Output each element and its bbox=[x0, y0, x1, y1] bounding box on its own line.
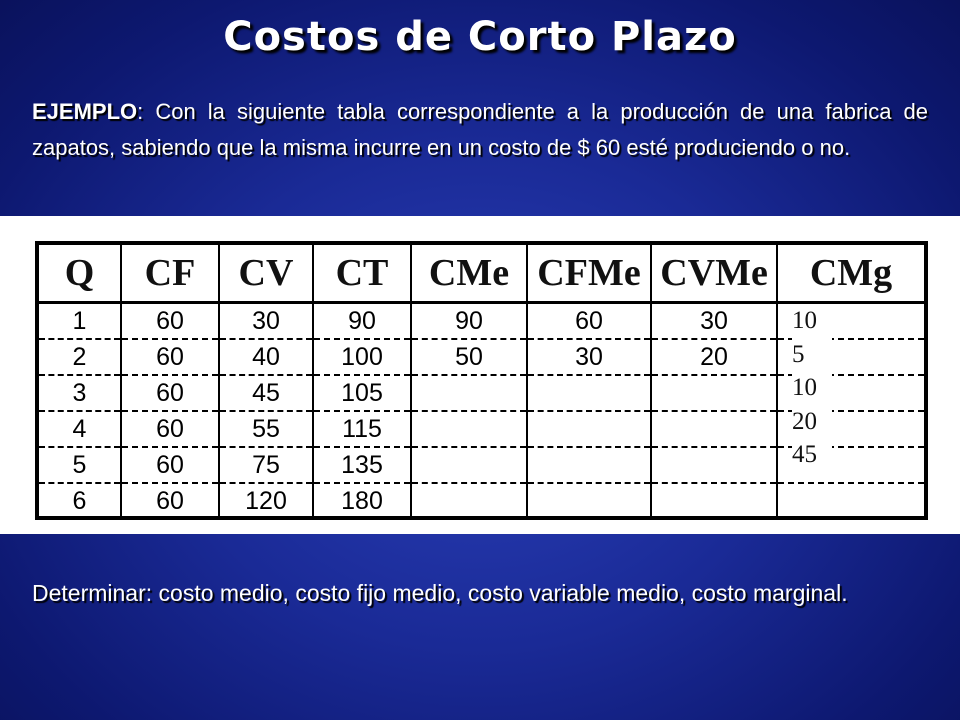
cell-cv: 30 bbox=[219, 303, 313, 340]
cmg-value: 10 bbox=[792, 374, 817, 401]
cell-cvme: 30 bbox=[651, 303, 777, 340]
cell-cf: 60 bbox=[121, 339, 219, 375]
cell-cf: 60 bbox=[121, 375, 219, 411]
cmg-values-column bbox=[792, 304, 832, 472]
header-cvme: CVMe bbox=[651, 245, 777, 303]
cell-cme bbox=[411, 375, 527, 411]
cost-table-panel bbox=[0, 216, 960, 534]
cell-q: 2 bbox=[39, 339, 121, 375]
cell-cme: 50 bbox=[411, 339, 527, 375]
cell-cfme bbox=[527, 483, 651, 518]
cell-cfme bbox=[527, 411, 651, 447]
cell-cvme: 20 bbox=[651, 339, 777, 375]
cell-cme: 90 bbox=[411, 303, 527, 340]
table-header-row bbox=[39, 245, 924, 303]
cell-cv: 45 bbox=[219, 375, 313, 411]
cell-cv: 55 bbox=[219, 411, 313, 447]
cell-q: 3 bbox=[39, 375, 121, 411]
cell-q: 4 bbox=[39, 411, 121, 447]
cmg-value: 5 bbox=[792, 340, 805, 368]
slide-title: Costos de Corto Plazo bbox=[223, 14, 737, 60]
cmg-value: 10 bbox=[792, 307, 817, 334]
intro-paragraph bbox=[32, 94, 928, 166]
table-row bbox=[39, 483, 924, 518]
header-cv: CV bbox=[219, 245, 313, 303]
cell-q: 6 bbox=[39, 483, 121, 518]
cell-cf: 60 bbox=[121, 303, 219, 340]
header-q: Q bbox=[39, 245, 121, 303]
cmg-value: 45 bbox=[792, 441, 817, 468]
cell-cvme bbox=[651, 483, 777, 518]
cell-ct: 100 bbox=[313, 339, 411, 375]
cell-cfme bbox=[527, 447, 651, 483]
cell-cmg bbox=[777, 483, 924, 518]
cell-cf: 60 bbox=[121, 483, 219, 518]
cell-ct: 135 bbox=[313, 447, 411, 483]
cell-cfme: 30 bbox=[527, 339, 651, 375]
header-ct: CT bbox=[313, 245, 411, 303]
cell-cvme bbox=[651, 447, 777, 483]
cell-cme bbox=[411, 447, 527, 483]
header-cfme: CFMe bbox=[527, 245, 651, 303]
cell-ct: 90 bbox=[313, 303, 411, 340]
cell-cfme: 60 bbox=[527, 303, 651, 340]
intro-label: EJEMPLO bbox=[32, 99, 138, 124]
cmg-value: 20 bbox=[792, 407, 817, 435]
cell-ct: 105 bbox=[313, 375, 411, 411]
cell-q: 5 bbox=[39, 447, 121, 483]
cell-cv: 120 bbox=[219, 483, 313, 518]
cell-cme bbox=[411, 411, 527, 447]
cell-cvme bbox=[651, 411, 777, 447]
cell-cv: 75 bbox=[219, 447, 313, 483]
cell-ct: 180 bbox=[313, 483, 411, 518]
header-cf: CF bbox=[121, 245, 219, 303]
cell-cme bbox=[411, 483, 527, 518]
intro-text: : Con la siguiente tabla correspondiente a la producción de una fabrica de zapatos, sabiendo que la misma incurre en un costo de $ 60 esté produciendo o no. bbox=[32, 99, 928, 160]
cell-cf: 60 bbox=[121, 447, 219, 483]
cell-cvme bbox=[651, 375, 777, 411]
cell-cv: 40 bbox=[219, 339, 313, 375]
cell-cfme bbox=[527, 375, 651, 411]
cell-ct: 115 bbox=[313, 411, 411, 447]
header-cmg: CMg bbox=[777, 245, 924, 303]
task-instructions: Determinar: costo medio, costo fijo medio, costo variable medio, costo marginal. bbox=[32, 580, 848, 606]
header-cme: CMe bbox=[411, 245, 527, 303]
cell-q: 1 bbox=[39, 303, 121, 340]
cell-cf: 60 bbox=[121, 411, 219, 447]
